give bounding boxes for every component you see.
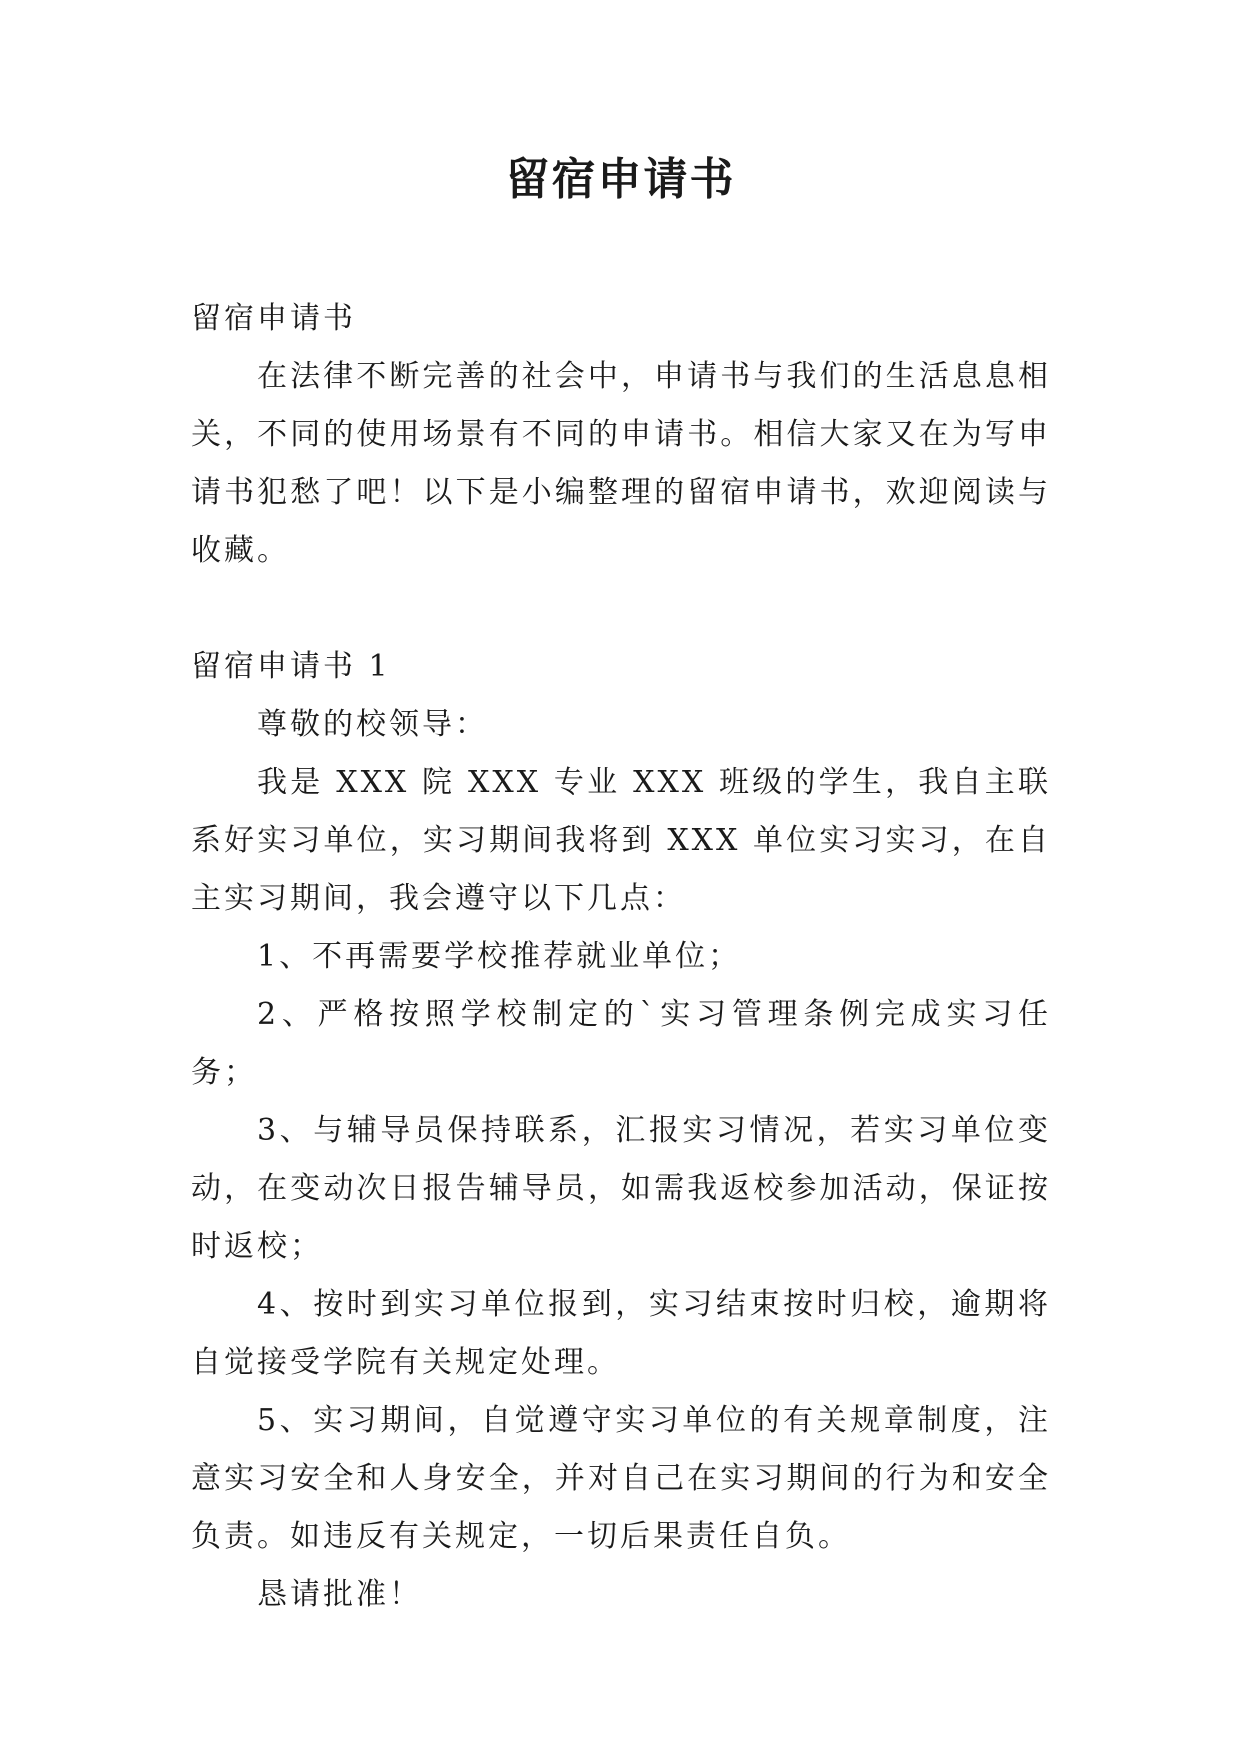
body-paragraph: 我是 XXX 院 XXX 专业 XXX 班级的学生，我自主联系好实习单位，实习期间我将到 XXX 单位实习实习，在自主实习期间，我会遵守以下几点： bbox=[191, 765, 1051, 916]
intro-paragraph: 在法律不断完善的社会中，申请书与我们的生活息息相关，不同的使用场景有不同的申请书。相信大家又在为写申请书犯愁了吧！以下是小编整理的留宿申请书，欢迎阅读与收藏。 bbox=[191, 359, 1051, 568]
closing-request: 恳请批准！ bbox=[257, 1577, 422, 1612]
document-body bbox=[191, 290, 1051, 1624]
list-item: 3、与辅导员保持联系，汇报实习情况，若实习单位变动，在变动次日报告辅导员，如需我返校参加活动，保证按时返校； bbox=[191, 1113, 1051, 1264]
list-item: 4、按时到实习单位报到，实习结束按时归校，逾期将自觉接受学院有关规定处理。 bbox=[191, 1287, 1051, 1380]
section-heading: 留宿申请书 bbox=[191, 301, 356, 336]
document-title: 留宿申请书 bbox=[505, 154, 736, 205]
list-item: 2、严格按照学校制定的`实习管理条例完成实习任务； bbox=[191, 997, 1051, 1090]
list-item: 1、不再需要学校推荐就业单位； bbox=[257, 939, 742, 974]
list-item: 5、实习期间，自觉遵守实习单位的有关规章制度，注意实习安全和人身安全，并对自己在实习期间的行为和安全负责。如违反有关规定，一切后果责任自负。 bbox=[191, 1403, 1051, 1554]
salutation: 尊敬的校领导： bbox=[257, 707, 488, 742]
section-heading: 留宿申请书 1 bbox=[191, 649, 391, 684]
